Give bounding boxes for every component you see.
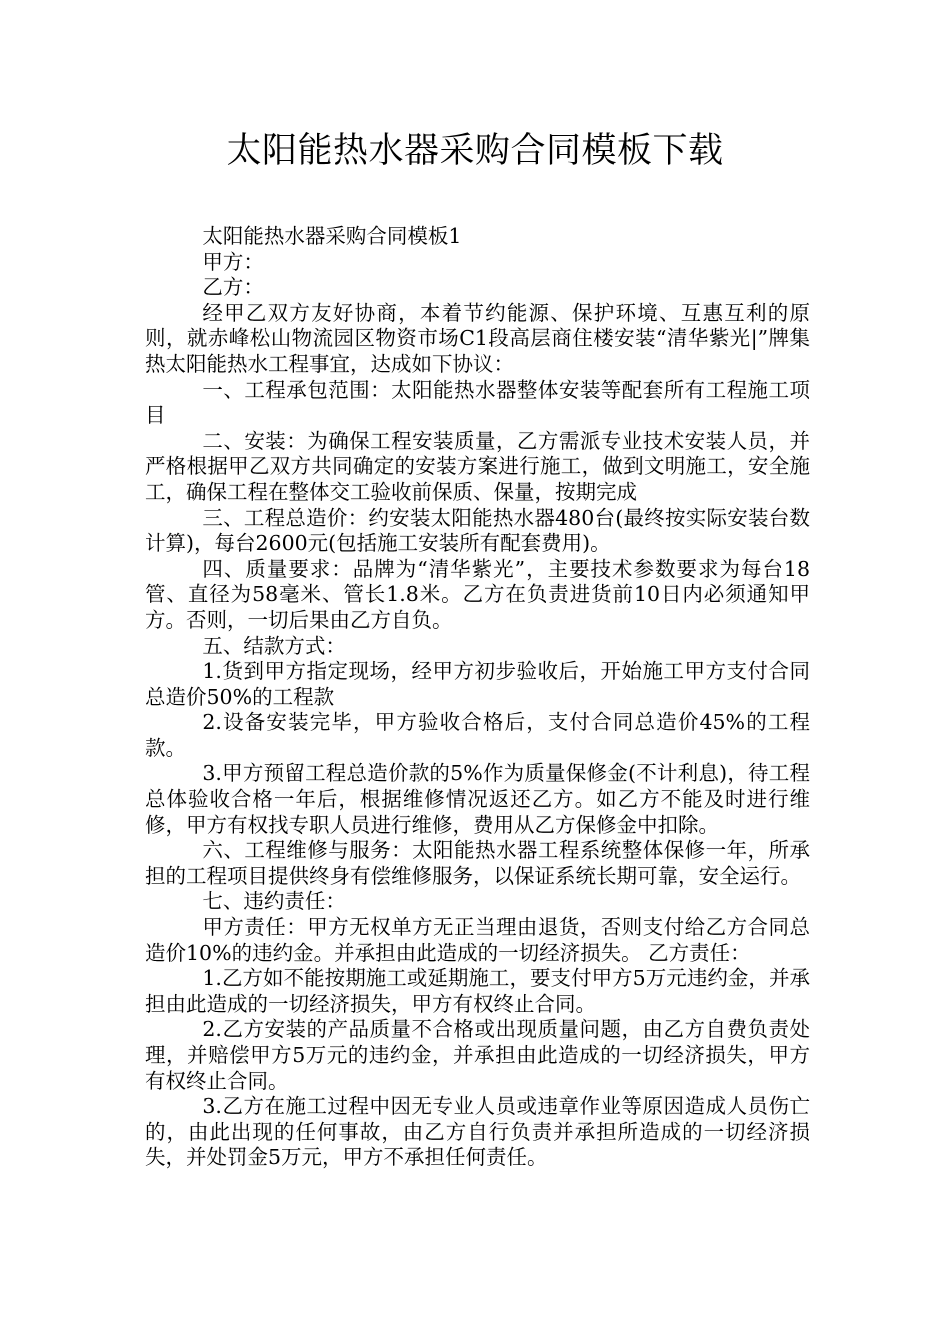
- payment-item-2: 2.设备安装完毕，甲方验收合格后，支付合同总造价45%的工程款。: [145, 710, 810, 760]
- liability-item-2: 2.乙方安装的产品质量不合格或出现质量问题，由乙方自费负责处理，并赔偿甲方5万元的违约金，并承担由此造成的一切经济损失，甲方有权终止合同。: [145, 1017, 810, 1093]
- payment-item-3: 3.甲方预留工程总造价款的5%作为质量保修金(不计利息)，待工程总体验收合格一年后，根据维修情况返还乙方。如乙方不能及时进行维修，甲方有权找专职人员进行维修，费用从乙方保修金中扣除。: [145, 761, 810, 837]
- preamble-paragraph: 经甲乙双方友好协商，本着节约能源、保护环境、互惠互利的原则，就赤峰松山物流园区物资市场C1段高层商住楼安装“清华紫光|”牌集热太阳能热水工程事宜，达成如下协议：: [145, 300, 810, 376]
- liability-party-a: 甲方责任：甲方无权单方无正当理由退货，否则支付给乙方合同总造价10%的违约金。并承担由此造成的一切经济损失。 乙方责任：: [145, 915, 810, 965]
- clause-scope: 一、工程承包范围：太阳能热水器整体安装等配套所有工程施工项目: [145, 377, 810, 428]
- clause-total-cost: 三、工程总造价：约安装太阳能热水器480台(最终按实际安装台数计算)，每台2600元(包括施工安装所有配套费用)。: [145, 505, 810, 556]
- clause-installation: 二、安装：为确保工程安装质量，乙方需派专业技术安装人员，并严格根据甲乙双方共同确定的安装方案进行施工，做到文明施工，安全施工，确保工程在整体交工验收前保质、保量，按期完成: [145, 428, 810, 504]
- liability-item-3: 3.乙方在施工过程中因无专业人员或违章作业等原因造成人员伤亡的，由此出现的任何事故，由乙方自行负责并承担所造成的一切经济损失，并处罚金5万元，甲方不承担任何责任。: [145, 1094, 810, 1170]
- document-body: [145, 224, 810, 1171]
- payment-item-1: 1.货到甲方指定现场，经甲方初步验收后，开始施工甲方支付合同总造价50%的工程款: [145, 659, 810, 709]
- party-a-line: 甲方：: [202, 249, 264, 274]
- clause-payment-heading: 五、结款方式：: [202, 633, 346, 658]
- clause-liability-heading: 七、违约责任：: [202, 889, 346, 914]
- liability-item-1: 1.乙方如不能按期施工或延期施工，要支付甲方5万元违约金，并承担由此造成的一切经济损失，甲方有权终止合同。: [145, 966, 810, 1016]
- subtitle-paragraph: 太阳能热水器采购合同模板1: [202, 224, 462, 248]
- clause-quality: 四、质量要求：品牌为“清华紫光”，主要技术参数要求为每台18管、直径为58毫米、管长1.8米。乙方在负责进货前10日内必须通知甲方。否则，一切后果由乙方自负。: [145, 556, 810, 632]
- clause-maintenance: 六、工程维修与服务：太阳能热水器工程系统整体保修一年，所承担的工程项目提供终身有偿维修服务，以保证系统长期可靠，安全运行。: [145, 838, 810, 888]
- document-title: 太阳能热水器采购合同模板下载: [226, 131, 724, 171]
- party-b-line: 乙方：: [202, 275, 264, 300]
